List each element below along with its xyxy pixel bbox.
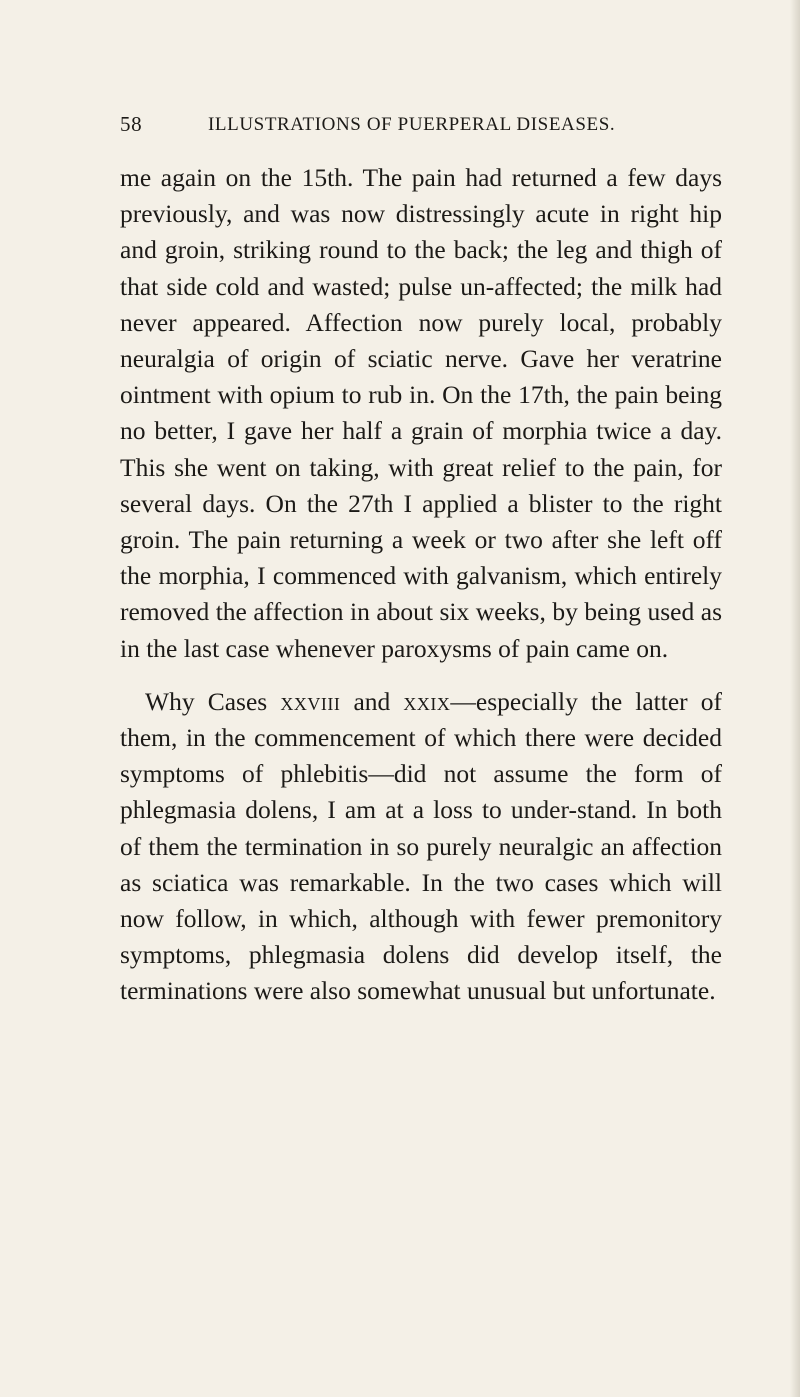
- paragraph-1: me again on the 15th. The pain had returned a few days previously, and was now distressingly acute in right hip and groin, striking round to the back; the leg and thigh of that side cold and wasted; pulse un-affected; the milk had never appeared. Affection now purely local, probably neuralgia of origin of sciatic nerve. Gave her veratrine ointment with opium to rub in. On the 17th, the pain being no better, I gave her half a grain of morphia twice a day. This she went on taking, with great relief to the pain, for several days. On the 27th I applied a blister to the right groin. The pain returning a week or two after she left off the morphia, I commenced with galvanism, which entirely removed the affection in about six weeks, by being used as in the last case whenever paroxysms of pain came on.: [120, 163, 722, 663]
- paragraph-2: [120, 684, 722, 1010]
- paragraph-2-rest: —especially the latter of them, in the commencement of which there were decided symptoms of phlebitis—did not assume the form of phlegmasia dolens, I am at a loss to under-stand. In both of them the termination in so purely neuralgic an affection as sciatica was remarkable. In the two cases which will now follow, in which, although with fewer premonitory symptoms, phlegmasia dolens did develop itself, the terminations were also somewhat unusual but unfortunate.: [120, 686, 723, 1006]
- case-numeral-xxix: xxix: [403, 686, 451, 716]
- page-edge-shadow: [790, 0, 800, 1397]
- running-title: ILLUSTRATIONS OF PUERPERAL DISEASES.: [208, 114, 616, 135]
- paragraph-2-start: Why Cases: [145, 686, 268, 716]
- paragraph-2-and: and: [353, 686, 391, 716]
- body-text: [120, 160, 722, 1010]
- running-head: [120, 112, 720, 142]
- case-numeral-xxviii: xxviii: [280, 686, 341, 716]
- page-number: 58: [120, 112, 143, 136]
